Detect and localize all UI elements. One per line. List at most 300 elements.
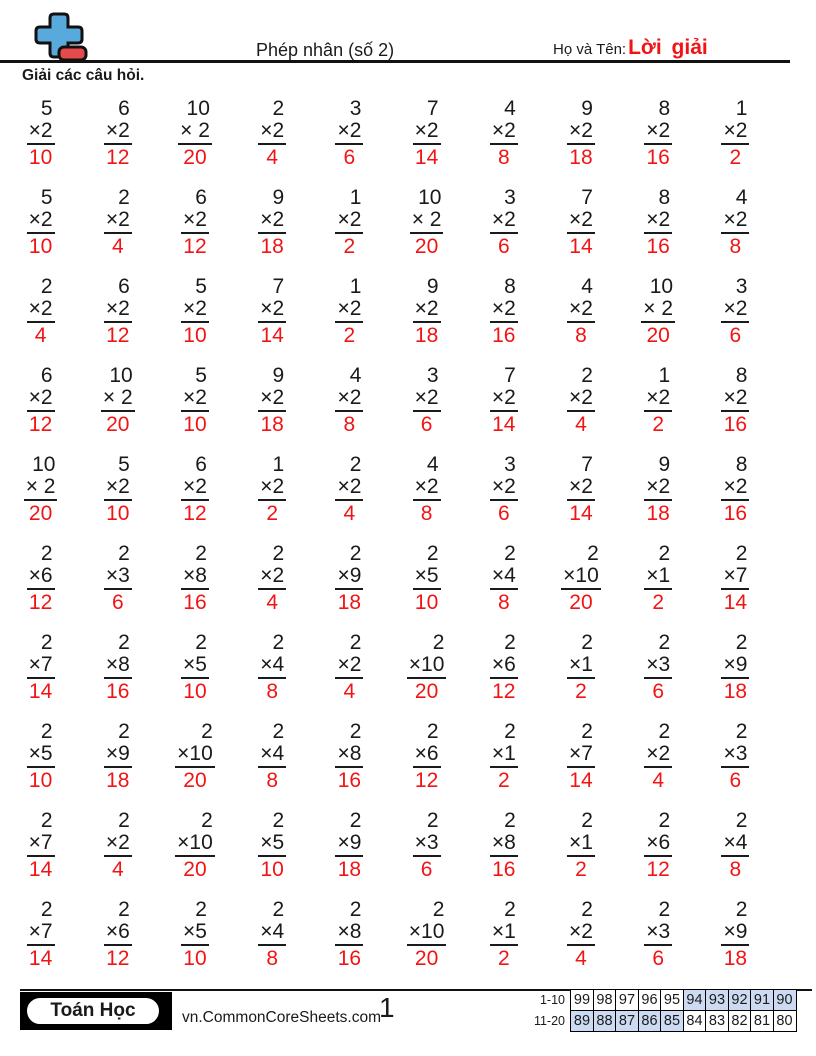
answer: 18: [414, 324, 439, 347]
problem-cell: [27, 899, 55, 988]
multiplication-problem: [258, 454, 286, 525]
multiplication-problem: [104, 454, 132, 525]
problem-cell: [104, 632, 132, 721]
multiplication-problem: [27, 632, 55, 703]
multiplicand: 2: [504, 898, 516, 921]
multiplication-problem: [175, 810, 215, 881]
multiplication-problem: [721, 899, 749, 970]
multiplicand: 7: [426, 97, 439, 120]
score-cell: 88: [593, 1010, 617, 1032]
multiplicand: 3: [426, 364, 439, 387]
problem-cell: [644, 721, 672, 810]
multiplication-problem: [335, 365, 363, 436]
answer: 18: [723, 680, 748, 703]
problem-cell: [104, 543, 132, 632]
multiplier: ×2: [335, 654, 363, 679]
multiplicand: 8: [735, 364, 748, 387]
multiplication-problem: [181, 276, 209, 347]
answer: 12: [492, 680, 516, 703]
multiplication-problem: [181, 543, 209, 614]
multiplier: ×9: [335, 832, 363, 857]
multiplicand: 1: [658, 364, 671, 387]
problem-cell: [561, 543, 601, 632]
multiplication-problem: [721, 365, 749, 436]
answer: 10: [28, 235, 53, 258]
multiplicand: 2: [118, 631, 130, 654]
answer: 4: [111, 235, 124, 258]
answer: 12: [646, 858, 670, 881]
problem-cell: [175, 721, 215, 810]
answer: 12: [414, 769, 439, 792]
multiplicand: 2: [504, 631, 516, 654]
multiplier: ×5: [258, 832, 286, 857]
multiplier: × 2: [101, 387, 135, 412]
answer: 4: [575, 947, 587, 970]
multiplicand: 2: [432, 631, 445, 654]
multiplier: ×2: [27, 120, 55, 145]
multiplication-problem: [335, 632, 363, 703]
multiplicand: 2: [658, 631, 671, 654]
multiplicand: 8: [658, 97, 671, 120]
multiplication-problem: [644, 187, 672, 258]
multiplier: ×6: [644, 832, 672, 857]
multiplication-problem: [567, 454, 595, 525]
multiplication-problem: [644, 810, 672, 881]
problem-cell: [258, 98, 286, 187]
multiplier: ×2: [644, 387, 672, 412]
multiplicand: 3: [504, 186, 516, 209]
answer: 12: [106, 947, 130, 970]
multiplicand: 7: [272, 275, 285, 298]
multiplier: × 2: [24, 476, 58, 501]
multiplication-problem: [335, 187, 363, 258]
problem-cell: [490, 98, 518, 187]
answer: 10: [414, 591, 439, 614]
multiplication-problem: [490, 632, 518, 703]
multiplier: ×2: [258, 476, 286, 501]
problem-cell: [721, 454, 749, 543]
problem-cell: [721, 632, 749, 721]
multiplication-problem: [413, 98, 441, 169]
multiplicand: 6: [118, 275, 130, 298]
multiplier: ×2: [335, 387, 363, 412]
multiplicand: 6: [195, 453, 207, 476]
multiplier: ×1: [490, 743, 518, 768]
answer: 20: [183, 146, 207, 169]
multiplier: ×7: [27, 654, 55, 679]
problem-cell: [413, 721, 441, 810]
multiplier: ×4: [490, 565, 518, 590]
problem-cell: [27, 810, 55, 899]
multiplication-problem: [644, 454, 672, 525]
multiplicand: 1: [349, 186, 362, 209]
problem-cell: [335, 187, 363, 276]
multiplication-problem: [490, 899, 518, 970]
multiplication-problem: [335, 276, 363, 347]
score-row-label: 1-10: [539, 993, 565, 1007]
multiplier: ×2: [644, 476, 672, 501]
multiplicand: 2: [349, 542, 362, 565]
multiplication-problem: [407, 899, 447, 970]
multiplicand: 2: [587, 542, 599, 565]
answer: 12: [28, 413, 53, 436]
answer: 16: [492, 324, 516, 347]
problem-cell: [101, 365, 135, 454]
multiplicand: 2: [735, 809, 748, 832]
answer: 8: [575, 324, 587, 347]
problem-cell: [181, 899, 209, 988]
multiplier: ×8: [335, 921, 363, 946]
multiplicand: 9: [658, 453, 671, 476]
multiplication-problem: [181, 187, 209, 258]
multiplicand: 7: [581, 186, 593, 209]
multiplication-problem: [490, 810, 518, 881]
multiplier: ×2: [490, 476, 518, 501]
multiplication-problem: [104, 543, 132, 614]
multiplicand: 2: [658, 809, 671, 832]
problem-cell: [641, 276, 675, 365]
multiplicand: 7: [504, 364, 516, 387]
multiplication-problem: [24, 454, 58, 525]
problem-cell: [27, 632, 55, 721]
multiplier: ×5: [181, 921, 209, 946]
problem-cell: [104, 721, 132, 810]
multiplier: ×2: [335, 298, 363, 323]
multiplication-problem: [258, 187, 286, 258]
answer: 6: [729, 769, 742, 792]
multiplication-problem: [181, 632, 209, 703]
answer: 18: [569, 146, 593, 169]
answer: 16: [723, 413, 748, 436]
multiplicand: 5: [118, 453, 130, 476]
multiplier: × 2: [641, 298, 675, 323]
problem-cell: [181, 632, 209, 721]
answer: 12: [183, 502, 207, 525]
multiplier: ×8: [335, 743, 363, 768]
problem-cell: [104, 276, 132, 365]
answer: 18: [106, 769, 130, 792]
problem-cell: [721, 899, 749, 988]
multiplicand: 2: [426, 720, 439, 743]
multiplier: ×3: [721, 743, 749, 768]
multiplicand: 2: [735, 631, 748, 654]
multiplicand: 2: [658, 720, 671, 743]
problem-cell: [258, 187, 286, 276]
answer: 8: [266, 680, 279, 703]
multiplicand: 9: [426, 275, 439, 298]
answer: 16: [183, 591, 207, 614]
answer: 6: [729, 324, 742, 347]
name-label: Họ và Tên:: [553, 41, 627, 58]
answer: 10: [106, 502, 130, 525]
answer: 12: [183, 235, 207, 258]
multiplier: ×2: [413, 387, 441, 412]
multiplier: ×2: [721, 209, 749, 234]
answer: 20: [183, 769, 207, 792]
answer: 2: [652, 413, 665, 436]
problem-cell: [567, 721, 595, 810]
score-row: [522, 989, 797, 1011]
answer: 20: [183, 858, 207, 881]
answer: 14: [723, 591, 748, 614]
multiplication-problem: [258, 721, 286, 792]
problem-cell: [413, 454, 441, 543]
multiplication-problem: [27, 721, 55, 792]
problem-cell: [721, 810, 749, 899]
problem-cell: [490, 454, 518, 543]
problem-cell: [410, 187, 444, 276]
problem-cell: [27, 543, 55, 632]
multiplication-problem: [104, 810, 132, 881]
multiplier: ×2: [335, 120, 363, 145]
multiplication-problem: [644, 721, 672, 792]
multiplicand: 9: [272, 186, 285, 209]
worksheet-title: Phép nhân (số 2): [256, 40, 395, 60]
multiplication-problem: [407, 632, 447, 703]
problem-cell: [413, 543, 441, 632]
multiplier: ×1: [644, 565, 672, 590]
multiplier: ×2: [413, 298, 441, 323]
multiplication-problem: [104, 899, 132, 970]
score-cell: 97: [615, 989, 639, 1011]
problem-cell: [407, 899, 447, 988]
answer: 2: [343, 324, 356, 347]
multiplier: ×2: [721, 476, 749, 501]
multiplication-problem: [413, 810, 441, 881]
multiplier: ×1: [490, 921, 518, 946]
answer: 2: [497, 769, 510, 792]
multiplication-problem: [335, 899, 363, 970]
score-cell: 90: [773, 989, 797, 1011]
answer: 8: [266, 947, 279, 970]
multiplier: ×4: [258, 654, 286, 679]
problem-cell: [175, 810, 215, 899]
multiplication-problem: [27, 98, 55, 169]
multiplicand: 2: [40, 898, 53, 921]
multiplicand: 2: [195, 631, 207, 654]
multiplication-problem: [413, 276, 441, 347]
problem-cell: [181, 276, 209, 365]
multiplicand: 6: [195, 186, 207, 209]
problem-cell: [567, 365, 595, 454]
multiplier: ×3: [644, 654, 672, 679]
multiplier: ×5: [181, 654, 209, 679]
problem-cell: [335, 276, 363, 365]
multiplier: ×2: [104, 832, 132, 857]
score-cell: 80: [773, 1010, 797, 1032]
problems-grid: [2, 98, 774, 988]
score-cell: 95: [660, 989, 684, 1011]
answer: 14: [569, 502, 593, 525]
answer: 2: [497, 947, 510, 970]
multiplication-problem: [175, 721, 215, 792]
score-cell: 84: [683, 1010, 707, 1032]
multiplicand: 2: [504, 542, 516, 565]
multiplication-problem: [27, 187, 55, 258]
multiplicand: 2: [426, 542, 439, 565]
multiplicand: 6: [40, 364, 53, 387]
multiplicand: 2: [658, 542, 671, 565]
problem-cell: [567, 98, 595, 187]
multiplier: ×2: [721, 298, 749, 323]
multiplier: ×2: [644, 743, 672, 768]
score-cell: 81: [750, 1010, 774, 1032]
answer-key-label: Lời giải: [628, 36, 708, 59]
multiplication-problem: [567, 98, 595, 169]
problem-cell: [567, 276, 595, 365]
multiplicand: 2: [658, 898, 671, 921]
problem-cell: [644, 899, 672, 988]
multiplier: ×2: [181, 209, 209, 234]
multiplier: ×2: [335, 476, 363, 501]
answer: 18: [646, 502, 670, 525]
answer: 4: [575, 413, 587, 436]
problem-cell: [721, 276, 749, 365]
multiplier: ×2: [721, 120, 749, 145]
answer: 16: [337, 769, 362, 792]
multiplier: ×7: [27, 832, 55, 857]
multiplication-problem: [490, 187, 518, 258]
answer: 6: [420, 858, 433, 881]
answer: 2: [729, 146, 742, 169]
multiplication-problem: [721, 454, 749, 525]
answer: 8: [497, 146, 510, 169]
problem-cell: [27, 98, 55, 187]
multiplicand: 10: [418, 186, 442, 209]
multiplication-problem: [181, 899, 209, 970]
multiplier: ×2: [567, 921, 595, 946]
multiplication-problem: [258, 276, 286, 347]
multiplier: ×6: [413, 743, 441, 768]
answer: 18: [260, 413, 284, 436]
multiplication-problem: [335, 721, 363, 792]
multiplicand: 2: [504, 720, 516, 743]
multiplier: ×2: [258, 209, 286, 234]
multiplication-problem: [567, 632, 595, 703]
problem-cell: [258, 543, 286, 632]
multiplier: ×1: [567, 654, 595, 679]
answer: 16: [337, 947, 362, 970]
multiplier: ×2: [721, 387, 749, 412]
multiplier: ×2: [181, 298, 209, 323]
problem-cell: [27, 365, 55, 454]
multiplier: ×2: [181, 476, 209, 501]
multiplication-problem: [27, 365, 55, 436]
problem-cell: [181, 365, 209, 454]
multiplication-problem: [413, 543, 441, 614]
problem-cell: [335, 543, 363, 632]
multiplicand: 2: [201, 809, 213, 832]
multiplicand: 7: [581, 453, 593, 476]
multiplicand: 10: [32, 453, 56, 476]
multiplication-problem: [101, 365, 135, 436]
problem-cell: [181, 187, 209, 276]
score-cell: 87: [615, 1010, 639, 1032]
answer: 18: [337, 858, 362, 881]
minus-shape: [59, 47, 86, 60]
multiplier: ×3: [413, 832, 441, 857]
problem-cell: [567, 632, 595, 721]
problem-cell: [490, 187, 518, 276]
answer: 20: [28, 502, 53, 525]
multiplication-problem: [721, 632, 749, 703]
problem-cell: [490, 276, 518, 365]
multiplicand: 8: [658, 186, 671, 209]
multiplier: ×6: [104, 921, 132, 946]
problem-cell: [567, 187, 595, 276]
problem-cell: [335, 454, 363, 543]
multiplier: ×7: [567, 743, 595, 768]
website-url: vn.CommonCoreSheets.com: [182, 1009, 381, 1026]
multiplier: ×8: [490, 832, 518, 857]
problem-cell: [644, 632, 672, 721]
answer: 12: [106, 324, 130, 347]
multiplicand: 4: [581, 275, 593, 298]
problem-cell: [104, 899, 132, 988]
multiplicand: 4: [349, 364, 362, 387]
multiplier: ×2: [27, 209, 55, 234]
multiplier: ×5: [413, 565, 441, 590]
multiplication-problem: [641, 276, 675, 347]
multiplication-problem: [721, 187, 749, 258]
problem-cell: [490, 632, 518, 721]
multiplier: ×9: [721, 654, 749, 679]
brand-box: [20, 992, 172, 1030]
problem-cell: [258, 454, 286, 543]
answer: 10: [28, 769, 53, 792]
problem-cell: [335, 721, 363, 810]
multiplicand: 8: [504, 275, 516, 298]
score-table: [522, 989, 797, 1032]
answer: 6: [652, 947, 665, 970]
problem-cell: [335, 810, 363, 899]
multiplier: ×4: [721, 832, 749, 857]
problem-cell: [104, 454, 132, 543]
multiplication-problem: [27, 810, 55, 881]
answer: 2: [652, 591, 665, 614]
multiplication-problem: [644, 98, 672, 169]
multiplicand: 2: [581, 809, 593, 832]
multiplicand: 1: [735, 97, 748, 120]
multiplication-problem: [567, 187, 595, 258]
multiplication-problem: [104, 721, 132, 792]
answer: 2: [575, 858, 587, 881]
multiplier: ×7: [27, 921, 55, 946]
problem-cell: [104, 187, 132, 276]
score-cell: 93: [705, 989, 729, 1011]
multiplication-problem: [258, 632, 286, 703]
multiplicand: 2: [349, 631, 362, 654]
multiplication-problem: [104, 98, 132, 169]
multiplier: ×2: [567, 476, 595, 501]
answer: 6: [497, 235, 510, 258]
multiplier: ×2: [104, 476, 132, 501]
multiplicand: 2: [272, 631, 285, 654]
multiplicand: 2: [581, 720, 593, 743]
multiplication-problem: [721, 98, 749, 169]
multiplicand: 2: [426, 809, 439, 832]
brand-label: Toán Học: [25, 996, 161, 1026]
multiplier: ×10: [407, 921, 447, 946]
problem-cell: [644, 810, 672, 899]
answer: 20: [569, 591, 593, 614]
multiplication-problem: [258, 98, 286, 169]
answer: 10: [260, 858, 284, 881]
multiplier: ×9: [721, 921, 749, 946]
multiplier: × 2: [178, 120, 212, 145]
multiplicand: 1: [349, 275, 362, 298]
multiplicand: 4: [426, 453, 439, 476]
